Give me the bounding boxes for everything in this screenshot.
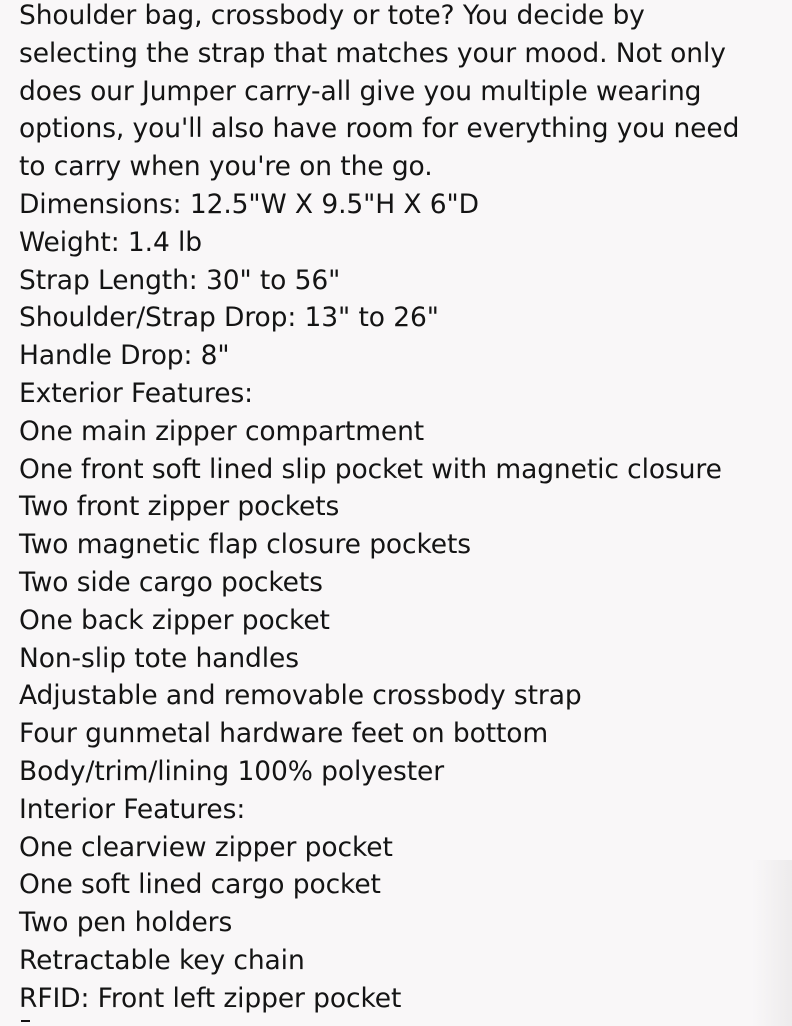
- spec-handle-drop: Handle Drop: 8": [19, 340, 230, 372]
- edge-shadow: [752, 860, 792, 1026]
- product-description: [19, 0, 779, 1018]
- interior-feature-item: Two pen holders: [19, 907, 233, 939]
- description-line: options, you'll also have room for everything you need: [19, 113, 740, 145]
- description-line: to carry when you're on the go.: [19, 151, 433, 183]
- description-line: does our Jumper carry-all give you multiple wearing: [19, 75, 702, 107]
- interior-feature-item: RFID: Front left zipper pocket: [19, 982, 402, 1014]
- exterior-feature-item: Two side cargo pockets: [19, 566, 323, 598]
- description-line: selecting the strap that matches your mood. Not only: [19, 37, 726, 69]
- interior-feature-item: One clearview zipper pocket: [19, 831, 393, 863]
- interior-feature-item: Retractable key chain: [19, 944, 305, 976]
- exterior-feature-item: Body/trim/lining 100% polyester: [19, 755, 445, 787]
- exterior-feature-item: One back zipper pocket: [19, 604, 330, 636]
- cutoff-text-fragment: [19, 1014, 31, 1026]
- exterior-feature-item: Two front zipper pockets: [19, 491, 340, 523]
- exterior-feature-item: One front soft lined slip pocket with magnetic closure: [19, 453, 722, 485]
- interior-feature-item: One soft lined cargo pocket: [19, 869, 381, 901]
- exterior-feature-item: Non-slip tote handles: [19, 642, 299, 674]
- spec-strap-drop: Shoulder/Strap Drop: 13" to 26": [19, 302, 439, 334]
- exterior-feature-item: Four gunmetal hardware feet on bottom: [19, 718, 549, 750]
- exterior-feature-item: Adjustable and removable crossbody strap: [19, 680, 582, 712]
- exterior-feature-item: One main zipper compartment: [19, 415, 425, 447]
- spec-strap-length: Strap Length: 30" to 56": [19, 264, 341, 296]
- spec-weight: Weight: 1.4 lb: [19, 226, 203, 258]
- description-line: Shoulder bag, crossbody or tote? You decide by: [19, 0, 645, 31]
- exterior-feature-item: Two magnetic flap closure pockets: [19, 529, 472, 561]
- interior-features-heading: Interior Features:: [19, 793, 246, 825]
- exterior-features-heading: Exterior Features:: [19, 377, 253, 409]
- spec-dimensions: Dimensions: 12.5"W X 9.5"H X 6"D: [19, 188, 479, 220]
